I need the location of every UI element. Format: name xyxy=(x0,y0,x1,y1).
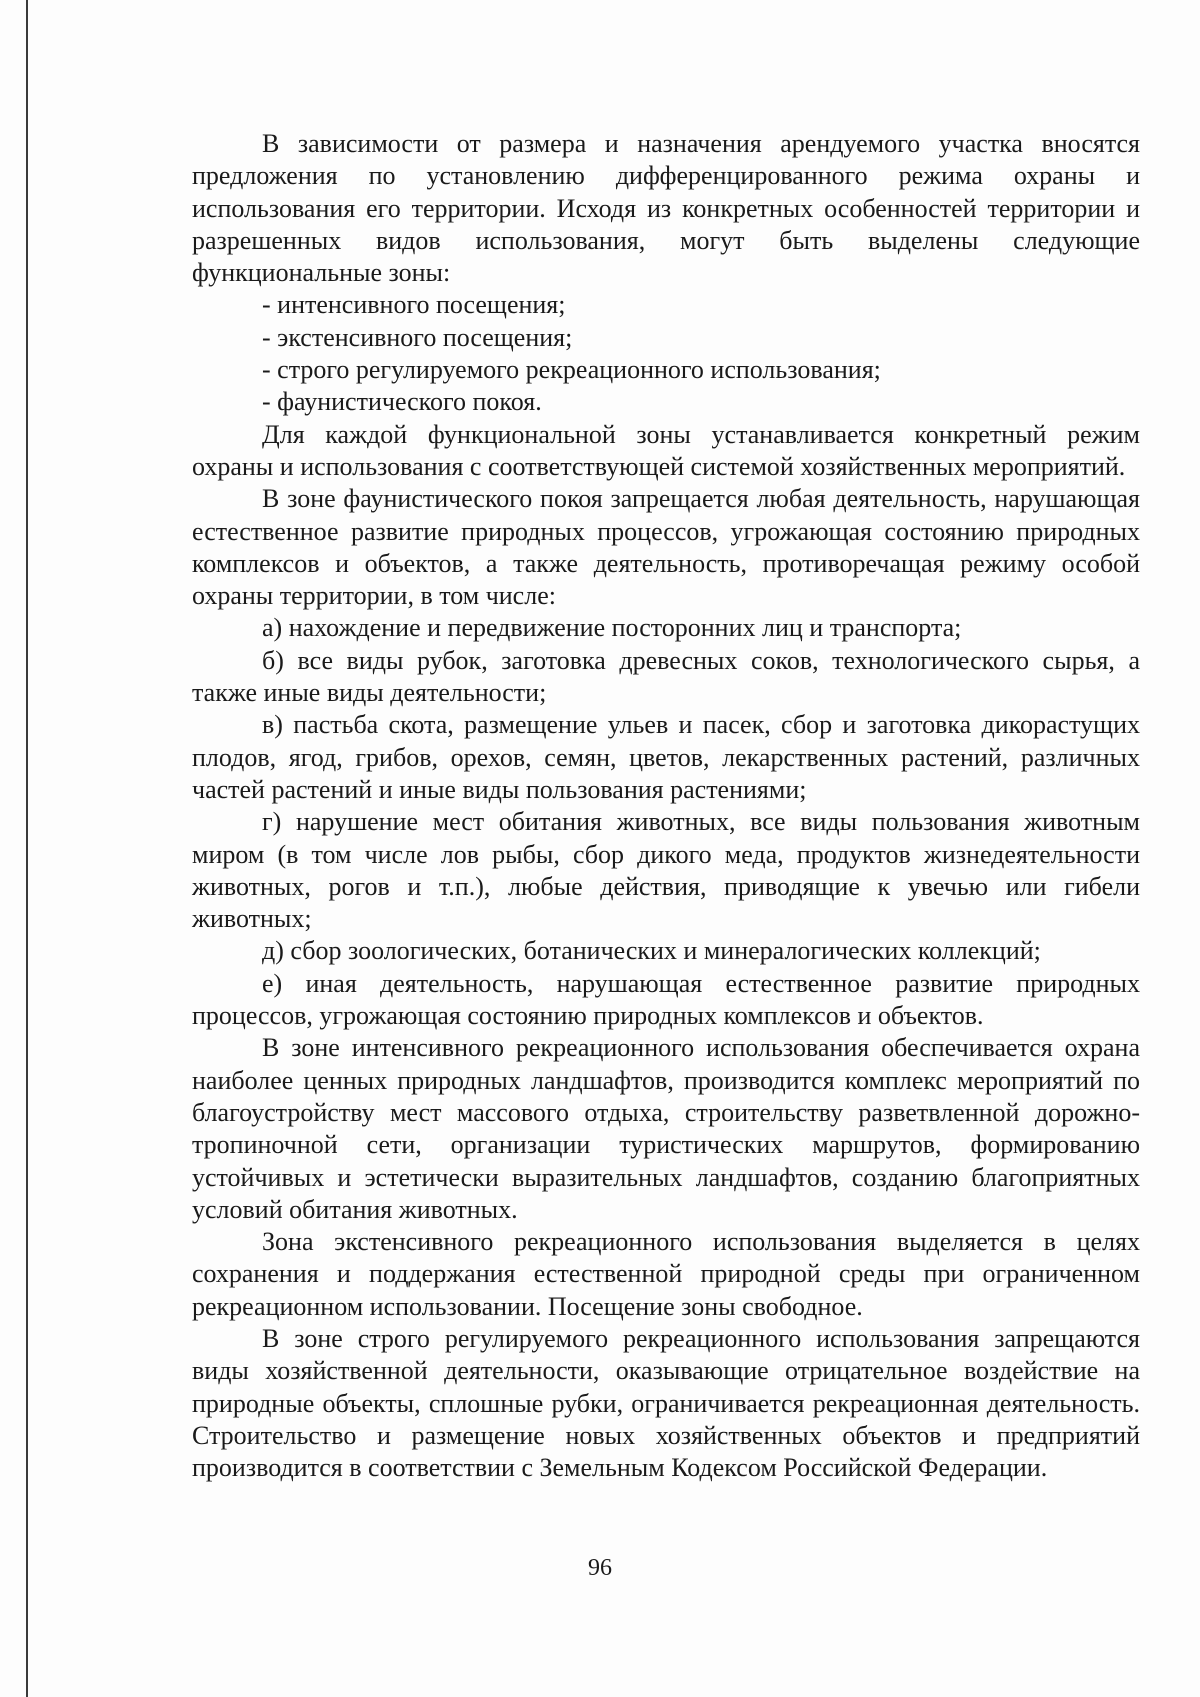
paragraph-intro: В зависимости от размера и назначения арендуемого участка вносятся предложения по установлению дифференцированного режима охраны и использования его территории. Исходя из конкретных особенностей территории и разрешенных видов использования, могут быть выделены следующие функциональные зоны: xyxy=(192,129,1140,288)
list-item-e: е) иная деятельность, нарушающая естественное развитие природных процессов, угрожающая состоянию природных комплексов и объектов. xyxy=(192,968,1140,1031)
list-item-g: г) нарушение мест обитания животных, все виды пользования животным миром (в том числе лов рыбы, сбор дикого меда, продуктов жизнедеятельности животных, рогов и т.п.), любые действия, приводящие к увечью или гибели животных; xyxy=(192,807,1140,934)
list-item-faunistic: - фаунистического покоя. xyxy=(262,387,542,417)
list-item-v: в) пастьба скота, размещение ульев и пасек, сбор и заготовка дикорастущих плодов, ягод, грибов, орехов, семян, цветов, лекарственных растений, различных частей растений и иные виды пользования растениями; xyxy=(192,710,1140,804)
body-text xyxy=(192,128,1140,1484)
list-item-d: д) сбор зоологических, ботанических и минералогических коллекций; xyxy=(262,936,1041,966)
page-number: 96 xyxy=(588,1555,612,1581)
list-item-a: а) нахождение и передвижение посторонних лиц и транспорта; xyxy=(262,613,962,643)
list-item-extensive: - экстенсивного посещения; xyxy=(262,322,573,352)
paragraph-extensive-zone: Зона экстенсивного рекреационного использования выделяется в целях сохранения и поддержания естественной природной среды при ограниченном рекреационном использовании. Посещение зоны свободное. xyxy=(192,1227,1140,1321)
list-item-b: б) все виды рубок, заготовка древесных соков, технологического сырья, а также иные виды деятельности; xyxy=(192,645,1140,708)
scan-edge-line xyxy=(26,0,28,1697)
list-item-intensive: - интенсивного посещения; xyxy=(262,290,566,320)
paragraph-faunistic-zone: В зоне фаунистического покоя запрещается любая деятельность, нарушающая естественное развитие природных процессов, угрожающая состоянию природных комплексов и объектов, а также деятельность, противоречащая режиму особой охраны территории, в том числе: xyxy=(192,484,1140,611)
paragraph-strict-zone: В зоне строго регулируемого рекреационного использования запрещаются виды хозяйственной деятельности, оказывающие отрицательное воздействие на природные объекты, сплошные рубки, ограничивается рекреационная деятельность. Строительство и размещение новых хозяйственных объектов и предприятий производится в соответствии с Земельным Кодексом Российской Федерации. xyxy=(192,1323,1140,1483)
paragraph-zone-regime: Для каждой функциональной зоны устанавливается конкретный режим охраны и использования с соответствующей системой хозяйственных мероприятий. xyxy=(192,419,1140,481)
paragraph-intensive-zone: В зоне интенсивного рекреационного использования обеспечивается охрана наиболее ценных природных ландшафтов, производится комплекс мероприятий по благоустройству мест массового отдыха, строительству разветвленной дорожно-тропиночной сети, организации туристических маршрутов, формированию устойчивых и эстетически выразительных ландшафтов, созданию благоприятных условий обитания животных. xyxy=(192,1033,1140,1224)
list-item-strict: - строго регулируемого рекреационного использования; xyxy=(262,355,881,385)
